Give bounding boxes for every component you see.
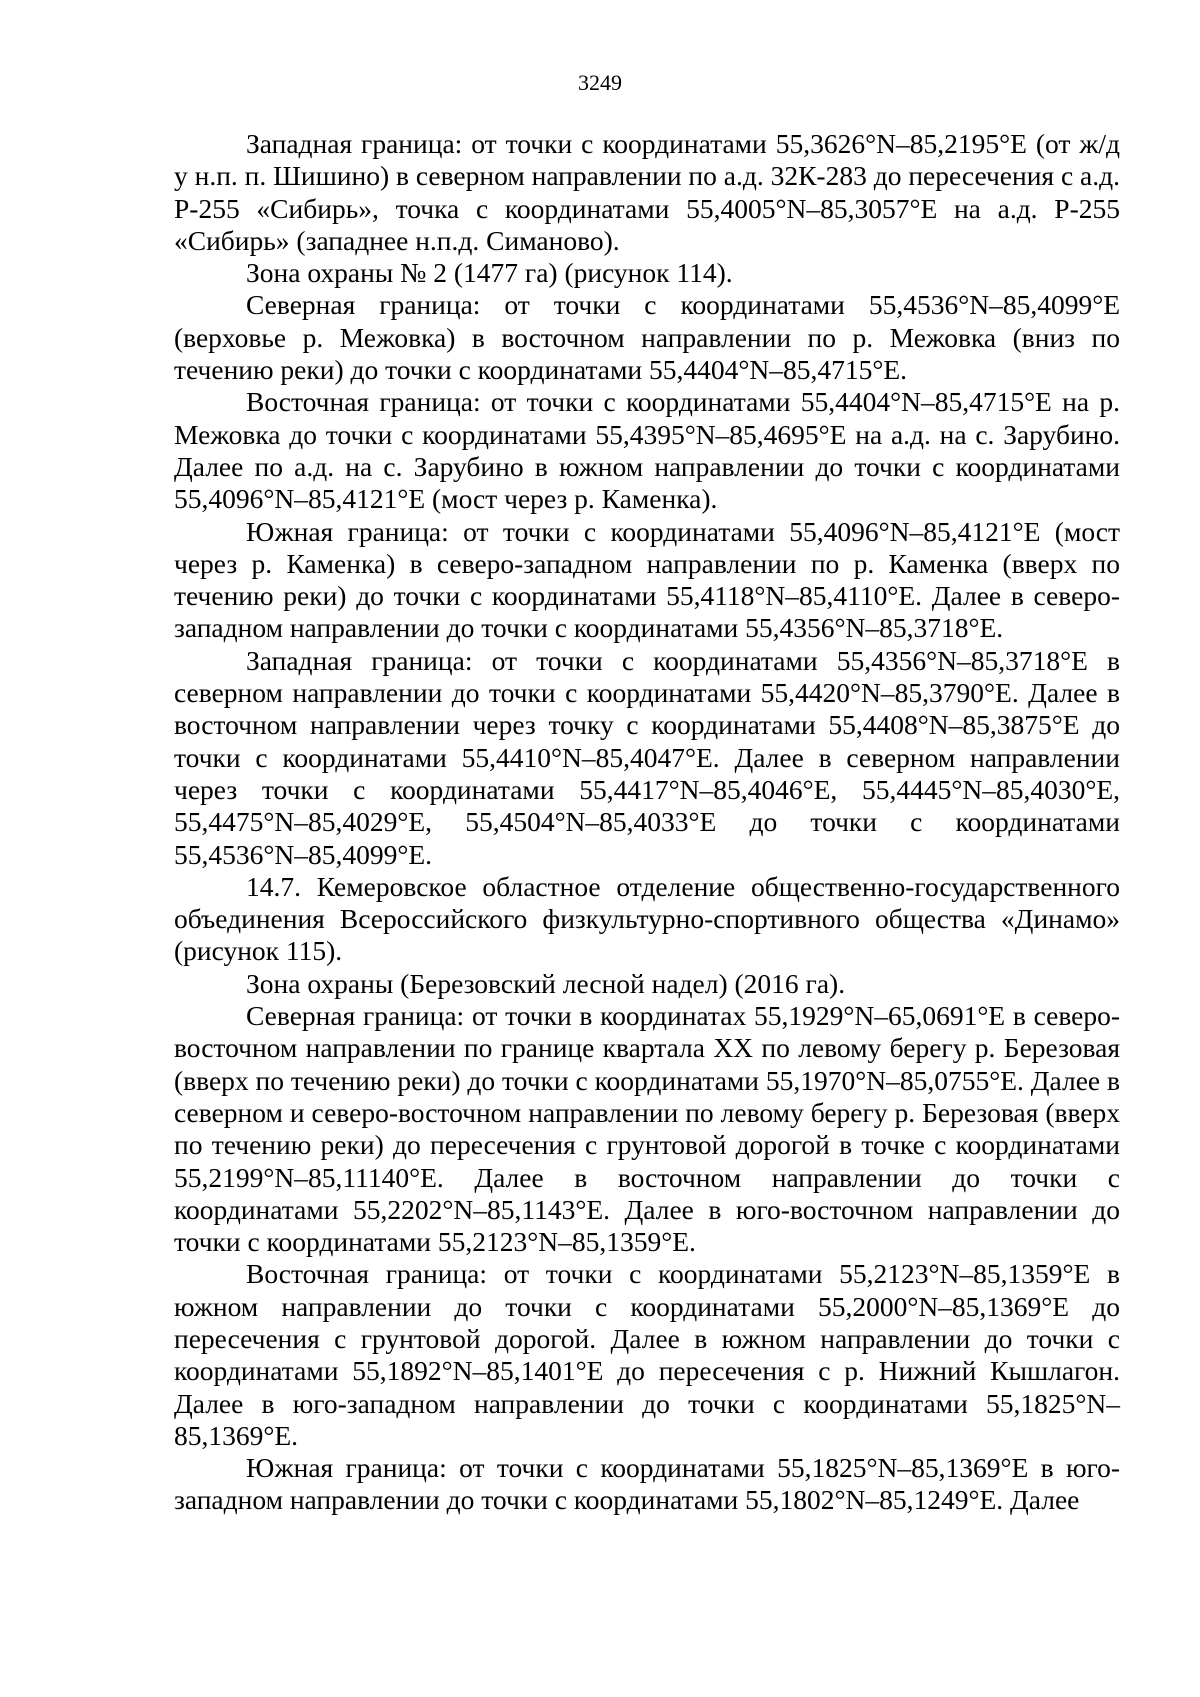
page-number: 3249 <box>578 70 622 95</box>
paragraph-northern-border-zone2: Северная граница: от точки с координатами 55,4536°N–85,4099°E (верховье р. Межовка) в восточном направлении по р. Межовка (вниз по течению реки) до точки с координатами 55,4404°N–85,4715°E. <box>174 289 1120 386</box>
paragraph-western-border-zone1: Западная граница: от точки с координатами 55,3626°N–85,2195°E (от ж/д у н.п. п. Шишино) в северном направлении по а.д. 32К-283 до пересечения с а.д. Р-255 «Сибирь», точка с координатами 55,4005°N–85,3057°E на а.д. Р-255 «Сибирь» (западнее н.п.д. Симаново). <box>174 128 1120 256</box>
paragraph-western-border-zone2: Западная граница: от точки с координатами 55,4356°N–85,3718°E в северном направлении до точки с координатами 55,4420°N–85,3790°E. Далее в восточном направлении через точку с координатами 55,4408°N–85,3875°E до точки с координатами 55,4410°N–85,4047°E. Далее в северном направлении через точки с координатами 55,4417°N–85,4046°E, 55,4445°N–85,4030°E, 55,4475°N–85,4029°E, 55,4504°N–85,4033°E до точки с координатами 55,4536°N–85,4099°E. <box>174 644 1120 870</box>
paragraph-protection-zone-berezovsky: Зона охраны (Березовский лесной надел) (2016 га). <box>246 967 846 999</box>
document-body <box>174 128 1120 1517</box>
paragraph-eastern-border-berezovsky: Восточная граница: от точки с координатами 55,2123°N–85,1359°E в южном направлении до точки с координатами 55,2000°N–85,1369°E до пересечения с грунтовой дорогой. Далее в южном направлении до точки с координатами 55,1892°N–85,1401°E до пересечения с р. Нижний Кышлагон. Далее в юго-западном направлении до точки с координатами 55,1825°N–85,1369°E. <box>174 1258 1120 1451</box>
paragraph-protection-zone-2-heading: Зона охраны № 2 (1477 га) (рисунок 114). <box>246 257 733 289</box>
paragraph-eastern-border-zone2: Восточная граница: от точки с координатами 55,4404°N–85,4715°E на р. Межовка до точки с координатами 55,4395°N–85,4695°E на а.д. на с. Зарубино. Далее по а.д. на с. Зарубино в южном направлении до точки с координатами 55,4096°N–85,4121°E (мост через р. Каменка). <box>174 386 1120 515</box>
paragraph-southern-border-zone2: Южная граница: от точки с координатами 55,4096°N–85,4121°E (мост через р. Каменка) в северо-западном направлении по р. Каменка (вверх по течению реки) до точки с координатами 55,4118°N–85,4110°E. Далее в северо-западном направлении до точки с координатами 55,4356°N–85,3718°E. <box>174 515 1120 644</box>
paragraph-southern-border-berezovsky: Южная граница: от точки с координатами 55,1825°N–85,1369°E в юго-западном направлении до точки с координатами 55,1802°N–85,1249°E. Далее <box>174 1452 1120 1516</box>
paragraph-northern-border-berezovsky: Северная граница: от точки в координатах 55,1929°N–65,0691°E в северо-восточном направлении по границе квартала XX по левому берегу р. Березовая (вверх по течению реки) до точки с координатами 55,1970°N–85,0755°E. Далее в северном и северо-восточном направлении по левому берегу р. Березовая (вверх по течению реки) до пересечения с грунтовой дорогой в точке с координатами 55,2199°N–85,11140°E. Далее в восточном направлении до точки с координатами 55,2202°N–85,1143°E. Далее в юго-восточном направлении до точки с координатами 55,2123°N–85,1359°E. <box>174 1000 1120 1258</box>
paragraph-section-14-7-heading: 14.7. Кемеровское областное отделение общественно-государственного объединения Всероссийского физкультурно-спортивного общества «Динамо» (рисунок 115). <box>174 870 1120 967</box>
